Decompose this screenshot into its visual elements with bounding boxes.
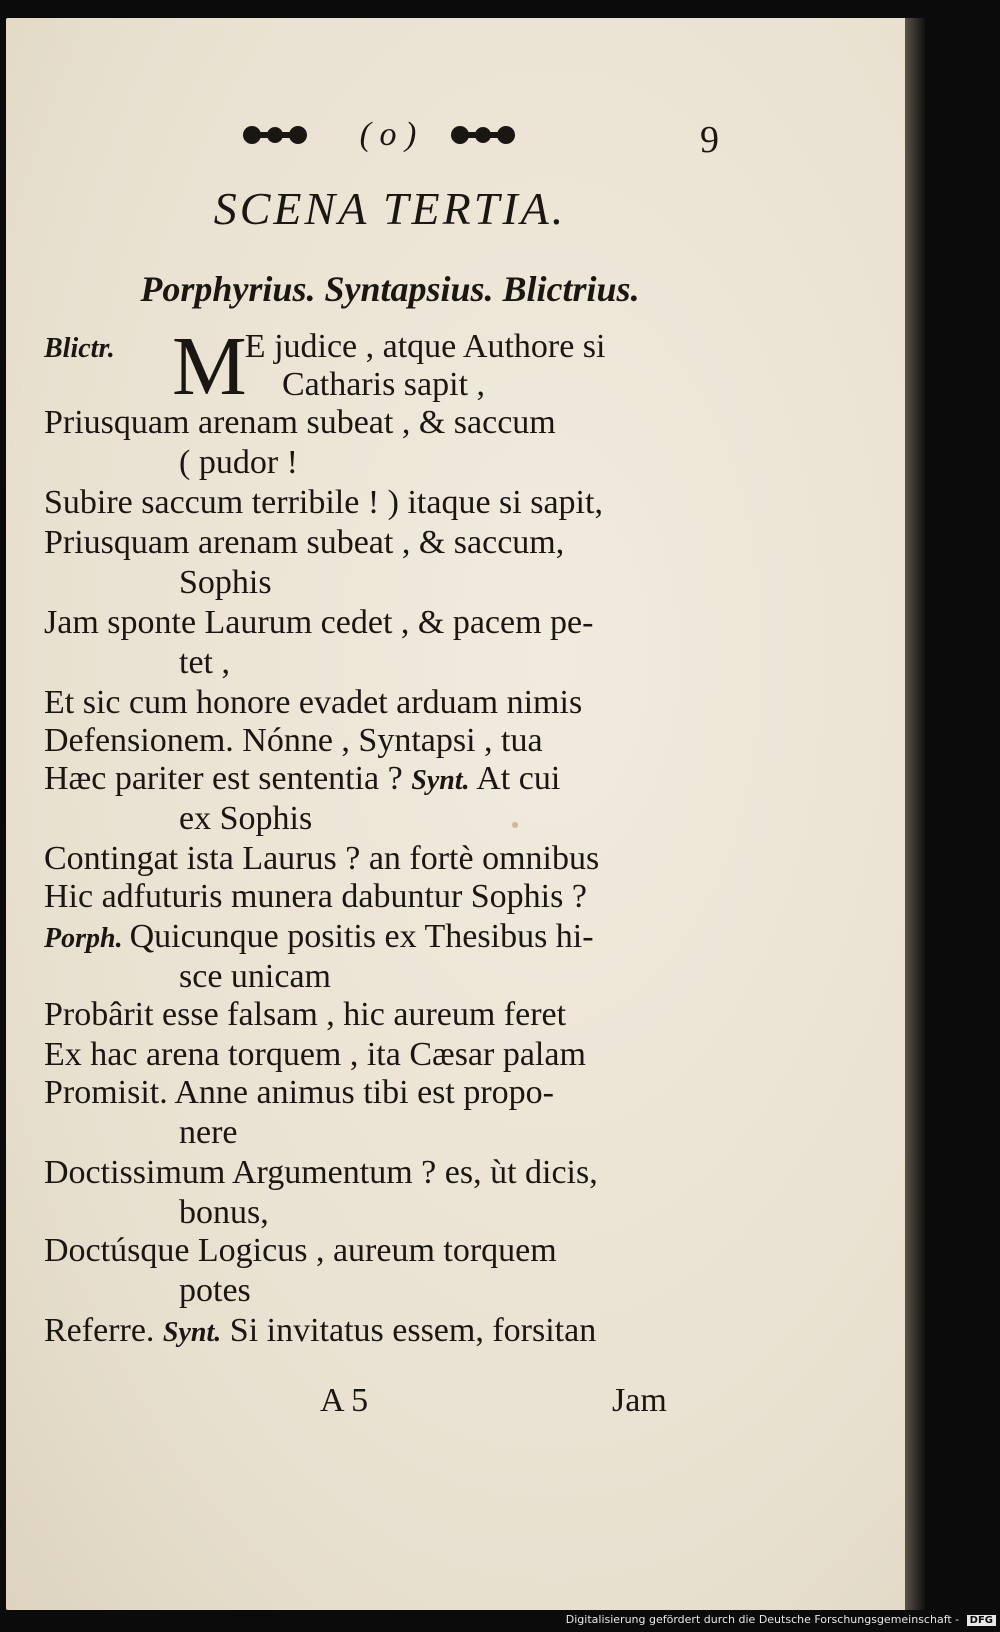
line-text: ex Sophis <box>179 800 313 837</box>
line-text: tet , <box>179 644 230 681</box>
line-text: Quicunque positis ex Thesibus hi- <box>129 918 594 955</box>
verse-line <box>44 1114 734 1152</box>
verse-line <box>44 444 734 482</box>
line-text: Defensionem. Nónne , Syntapsi , tua <box>44 722 543 759</box>
page-number: 9 <box>700 119 719 161</box>
verse-line <box>44 644 734 682</box>
running-header <box>0 108 910 168</box>
line-text: Referre. <box>44 1312 163 1349</box>
folio-mark: ( o ) <box>359 116 417 153</box>
line-text: potes <box>179 1272 251 1309</box>
line-text: Priusquam arenam subeat , & saccum, <box>44 524 565 561</box>
verse-line <box>44 840 734 878</box>
line-text: E judice , atque Authore si <box>244 328 606 365</box>
verse-line <box>44 604 734 642</box>
line-text: bonus, <box>179 1194 269 1231</box>
speaker-label: Porph. <box>44 923 130 954</box>
signature-mark: A 5 <box>320 1382 369 1419</box>
verse-line <box>44 1036 734 1074</box>
catchword: Jam <box>612 1382 667 1419</box>
line-text: Doctissimum Argumentum ? es, ùt dicis, <box>44 1154 598 1191</box>
verse-line <box>44 684 734 722</box>
verse-line <box>44 366 734 404</box>
line-text: nere <box>179 1114 238 1151</box>
line-text: Subire saccum terribile ! ) itaque si sapit, <box>44 484 603 521</box>
line-text: Hic adfuturis munera dabuntur Sophis ? <box>44 878 587 915</box>
verse-line <box>44 878 734 916</box>
line-text: Jam sponte Laurum cedet , & pacem pe- <box>44 604 594 641</box>
dramatis-personae: Porphyrius. Syntapsius. Blictrius. <box>140 269 640 309</box>
verse-line <box>44 328 734 368</box>
left-ornament <box>240 122 310 148</box>
line-text: ( pudor ! <box>179 444 298 481</box>
verse-line <box>44 1194 734 1232</box>
page-edge-shadow <box>905 18 925 1610</box>
line-text: Catharis sapit , <box>282 366 486 403</box>
right-ornament <box>448 122 518 148</box>
verse-line <box>44 958 734 996</box>
drop-cap: M <box>172 320 247 413</box>
line-text: sce unicam <box>179 958 331 995</box>
credit-text: Digitalisierung gefördert durch die Deutsche Forschungsgemeinschaft - <box>565 1613 960 1626</box>
line-text: Probârit esse falsam , hic aureum feret <box>44 996 567 1033</box>
verse-line <box>44 800 734 838</box>
verse-line <box>44 524 734 562</box>
line-text: Ex hac arena torquem , ita Cæsar palam <box>44 1036 586 1073</box>
verse-line <box>44 484 734 522</box>
verse-line <box>44 1154 734 1192</box>
verse-line <box>44 722 734 760</box>
paper-fleck <box>512 822 518 828</box>
verse-line <box>44 918 734 958</box>
line-text: At cui <box>469 760 561 797</box>
line-text: Et sic cum honore evadet arduam nimis <box>44 684 583 721</box>
verse-line <box>44 564 734 602</box>
line-text: Sophis <box>179 564 272 601</box>
verse-line <box>44 1272 734 1310</box>
dfg-logo: DFG <box>967 1615 996 1626</box>
line-text: Si invitatus essem, forsitan <box>221 1312 597 1349</box>
speaker-label: Blictr. <box>44 333 115 364</box>
verse-line <box>44 404 734 442</box>
speaker-label: Synt. <box>162 1317 222 1348</box>
line-text: Hæc pariter est sententia ? <box>44 760 412 797</box>
digitization-credit <box>566 1613 996 1626</box>
verse-line <box>44 1074 734 1112</box>
speaker-label: Synt. <box>411 765 470 796</box>
line-text: Contingat ista Laurus ? an fortè omnibus <box>44 840 600 877</box>
verse-line <box>44 760 734 800</box>
verse-line <box>44 1232 734 1270</box>
verse-line <box>44 996 734 1034</box>
verse-line <box>44 1312 734 1352</box>
line-text: Priusquam arenam subeat , & saccum <box>44 404 556 441</box>
line-text: Doctúsque Logicus , aureum torquem <box>44 1232 557 1269</box>
scene-title: SCENA TERTIA. <box>213 183 567 234</box>
line-text: Promisit. Anne animus tibi est propo- <box>44 1074 554 1111</box>
